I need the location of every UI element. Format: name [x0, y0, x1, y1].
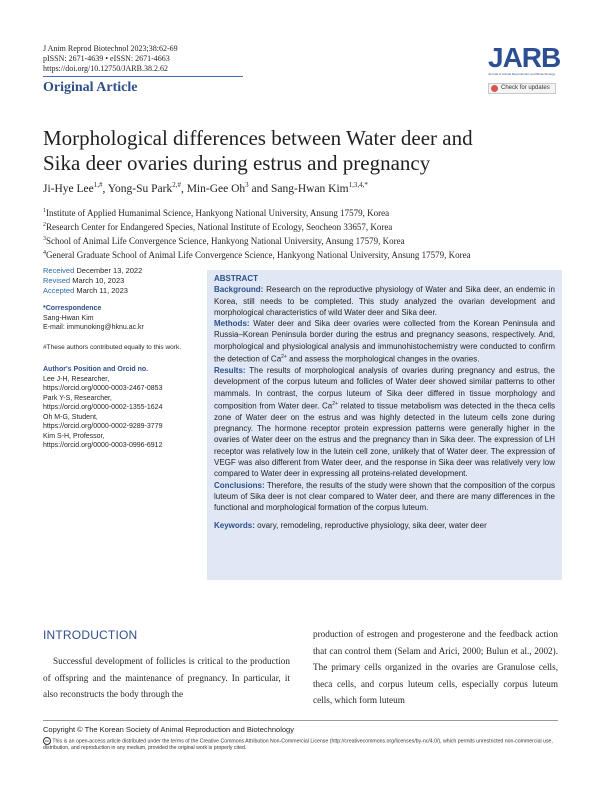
author-sup: 1,#	[93, 181, 103, 189]
journal-logo	[488, 42, 561, 76]
orcid-link[interactable]: https://orcid.org/0000-0002-1355-1624	[43, 404, 163, 411]
abstract-background	[214, 284, 555, 318]
revised-date: March 10, 2023	[72, 276, 125, 285]
methods-sup: 2+	[281, 354, 287, 361]
accepted-label: Accepted	[43, 286, 75, 295]
author-sup: 1,3,4,*	[348, 181, 368, 189]
copyright-notice: Copyright © The Korean Society of Animal Reproduction and Biotechnology	[43, 725, 294, 734]
footer-divider	[43, 720, 558, 721]
license-text: This is an open-access article distributed under the terms of the Creative Commons Attribution Non-Commercial License (http://creativecommons.org/licenses/by-nc/4.0/), which permits unrestricted non-commercial use, distribution, and reproduction in any medium, provided the original work is properly cited.	[43, 738, 553, 752]
accepted-date: March 11, 2023	[76, 286, 128, 295]
title-line-1: Morphological differences between Water deer and	[43, 126, 473, 150]
results-text: The results of morphological analysis of ovaries during pregnancy and estrus, the development of the corpus luteum and follicles of Water deer showed similar patterns to other mammals. In contrast, the corpus luteum of Sika deer differed in tissue morphology and composition from Water deer. Ca	[214, 366, 555, 411]
orcid-line: Oh M-G, Student,	[43, 413, 98, 421]
affiliation-number: 2	[43, 222, 46, 228]
check-for-updates-button[interactable]	[488, 83, 556, 94]
correspondence-name: Sang-Hwan Kim	[43, 314, 94, 322]
author-name: Min-Gee Oh	[186, 182, 246, 195]
results-sup: 2+	[332, 400, 338, 407]
received-date: December 13, 2022	[76, 266, 143, 275]
intro-paragraph: Successful development of follicles is critical to the production of offspring and the maintenance of pregnancy. In particular, it also reconstructs the body through the	[43, 656, 290, 700]
abstract-keywords	[214, 520, 555, 531]
orcid-line: Park Y-S, Researcher,	[43, 394, 112, 402]
issn: pISSN: 2671-4639 • eISSN: 2671-4663	[43, 54, 170, 63]
author-name: Ji-Hye Lee	[43, 182, 94, 195]
affiliations	[43, 205, 568, 261]
abstract-methods	[214, 318, 555, 365]
author-name: Sang-Hwan Kim	[271, 182, 349, 195]
results-label: Results:	[214, 366, 246, 376]
affiliation	[43, 219, 568, 233]
intro-paragraph: production of estrogen and progesterone and the feedback action that can control them (Selam and Arici, 2000; Bulun et al., 2002). The primary cells organized in the ovaries are Granulose cells, theca cells, and corpus luteum cells, especially corpus luteum cells, which form luteum	[313, 629, 558, 706]
revised-label: Revised	[43, 276, 71, 285]
author-name: Yong-Su Park	[107, 182, 173, 195]
background-label: Background:	[214, 285, 264, 295]
author-sup: 2,#	[172, 181, 181, 189]
methods-text: Water deer and Sika deer ovaries were collected from the Korean Peninsula and Russia–Korean Peninsula border during the estrus and pregnancy seasons, respectively. And, morphological and physiological analysis and immunohistochemistry were conducted to confirm the detection of Ca	[214, 319, 555, 364]
background-text: Research on the reproductive physiology of Water and Sika deer, an endemic in Korea, still needs to be completed. This study analyzed the ovarian development and morphological characteristics of wild Water deer and Sika deer.	[214, 285, 555, 317]
logo-text: JARB	[488, 42, 561, 73]
affiliation-text: Research Center for Endangered Species, National Institute of Ecology, Seocheon 33657, Korea	[46, 222, 393, 232]
affiliation-text: School of Animal Life Convergence Science, Hankyong National University, Ansung 17579, Korea	[46, 236, 405, 246]
article-type: Original Article	[43, 80, 138, 95]
introduction-heading: INTRODUCTION	[43, 628, 138, 642]
orcid-line: Kim S-H, Professor,	[43, 432, 105, 440]
license-notice	[43, 737, 561, 752]
author-list	[43, 181, 563, 195]
keywords-text: ovary, remodeling, reproductive physiology, sika deer, water deer	[254, 520, 487, 530]
affiliation	[43, 205, 568, 219]
orcid-heading: Author's Position and Orcid no.	[43, 366, 149, 373]
abstract-box	[207, 270, 562, 580]
affiliation-text: Institute of Applied Humanimal Science, Hankyong National University, Ansung 17579, Korea	[46, 208, 390, 218]
affiliation-number: 3	[43, 236, 46, 242]
correspondence-email[interactable]: E-mail: immunoking@hknu.ac.kr	[43, 324, 144, 331]
author-sup: 3	[245, 181, 249, 189]
affiliation	[43, 233, 568, 247]
orcid-link[interactable]: https://orcid.org/0000-0003-0996-6912	[43, 442, 163, 449]
received-label: Received	[43, 266, 75, 275]
affiliation-text: General Graduate School of Animal Life Convergence Science, Hankyong National University, Ansung 17579, Korea	[46, 250, 471, 260]
orcid-section	[43, 365, 162, 451]
journal-citation: J Anim Reprod Biotechnol 2023;38:62-69	[43, 44, 178, 53]
intro-left-column	[43, 653, 290, 703]
orcid-line: Lee J-H, Researcher,	[43, 375, 110, 383]
conclusions-text: Therefore, the results of the study were shown that the composition of the corpus luteum of Sika deer is not clear compared to Water deer, and there are many differences in the functional and morphological formation of the corpus luteum.	[214, 480, 555, 513]
orcid-link[interactable]: https://orcid.org/0000-0003-2467-0853	[43, 385, 163, 392]
orcid-link[interactable]: https://orcid.org/0000-0002-9289-3779	[43, 423, 163, 430]
abstract-heading: ABSTRACT	[214, 274, 258, 283]
check-updates-label: Check for updates	[501, 85, 550, 91]
creative-commons-icon: cc	[45, 738, 49, 743]
affiliation	[43, 247, 568, 261]
journal-metadata	[43, 44, 178, 74]
author-separator: ,	[180, 182, 187, 195]
conclusions-label: Conclusions:	[214, 480, 265, 490]
correspondence-heading: *Correspondence	[43, 305, 102, 312]
abstract-conclusions	[214, 480, 555, 514]
results-text-cont: related to tissue metabolism was detected in the theca cells zone of Water deer on the estrus and was highly detected in the luteum cells zone during pregnancy. The hormone receptor protein expression patterns were generally higher in the ovaries of Water deer on the estrus and the pregnancy than in Sika deer. The expression of LH receptor was relatively low in the lutein cell zone, unlikely that of Water deer. The expression of VEGF was also different from Water deer, and the response in Sika deer was relatively very low compared to Water deer in expressing all proteins-related development.	[214, 401, 556, 479]
author-separator: and	[248, 182, 272, 195]
keywords-label: Keywords:	[214, 520, 255, 530]
affiliation-number: 4	[43, 250, 46, 256]
title-line-2: Sika deer ovaries during estrus and pregnancy	[43, 151, 431, 175]
article-dates	[43, 266, 142, 296]
check-updates-icon	[491, 85, 498, 92]
logo-subtitle: Journal of Animal Reproduction and Biotechnology	[488, 72, 556, 76]
header-divider	[43, 76, 243, 77]
affiliation-number: 1	[43, 208, 46, 214]
doi-link[interactable]: https://doi.org/10.12750/JARB.38.2.62	[43, 64, 168, 73]
abstract-results	[214, 365, 555, 480]
methods-label: Methods:	[214, 319, 250, 329]
author-separator: ,	[102, 182, 108, 195]
equal-contribution-footnote: #These authors contributed equally to this work.	[43, 344, 182, 351]
intro-right-column	[313, 626, 558, 709]
correspondence	[43, 304, 144, 333]
methods-text-cont: and assess the morphological changes in the ovaries.	[286, 354, 480, 364]
article-title	[43, 126, 563, 176]
